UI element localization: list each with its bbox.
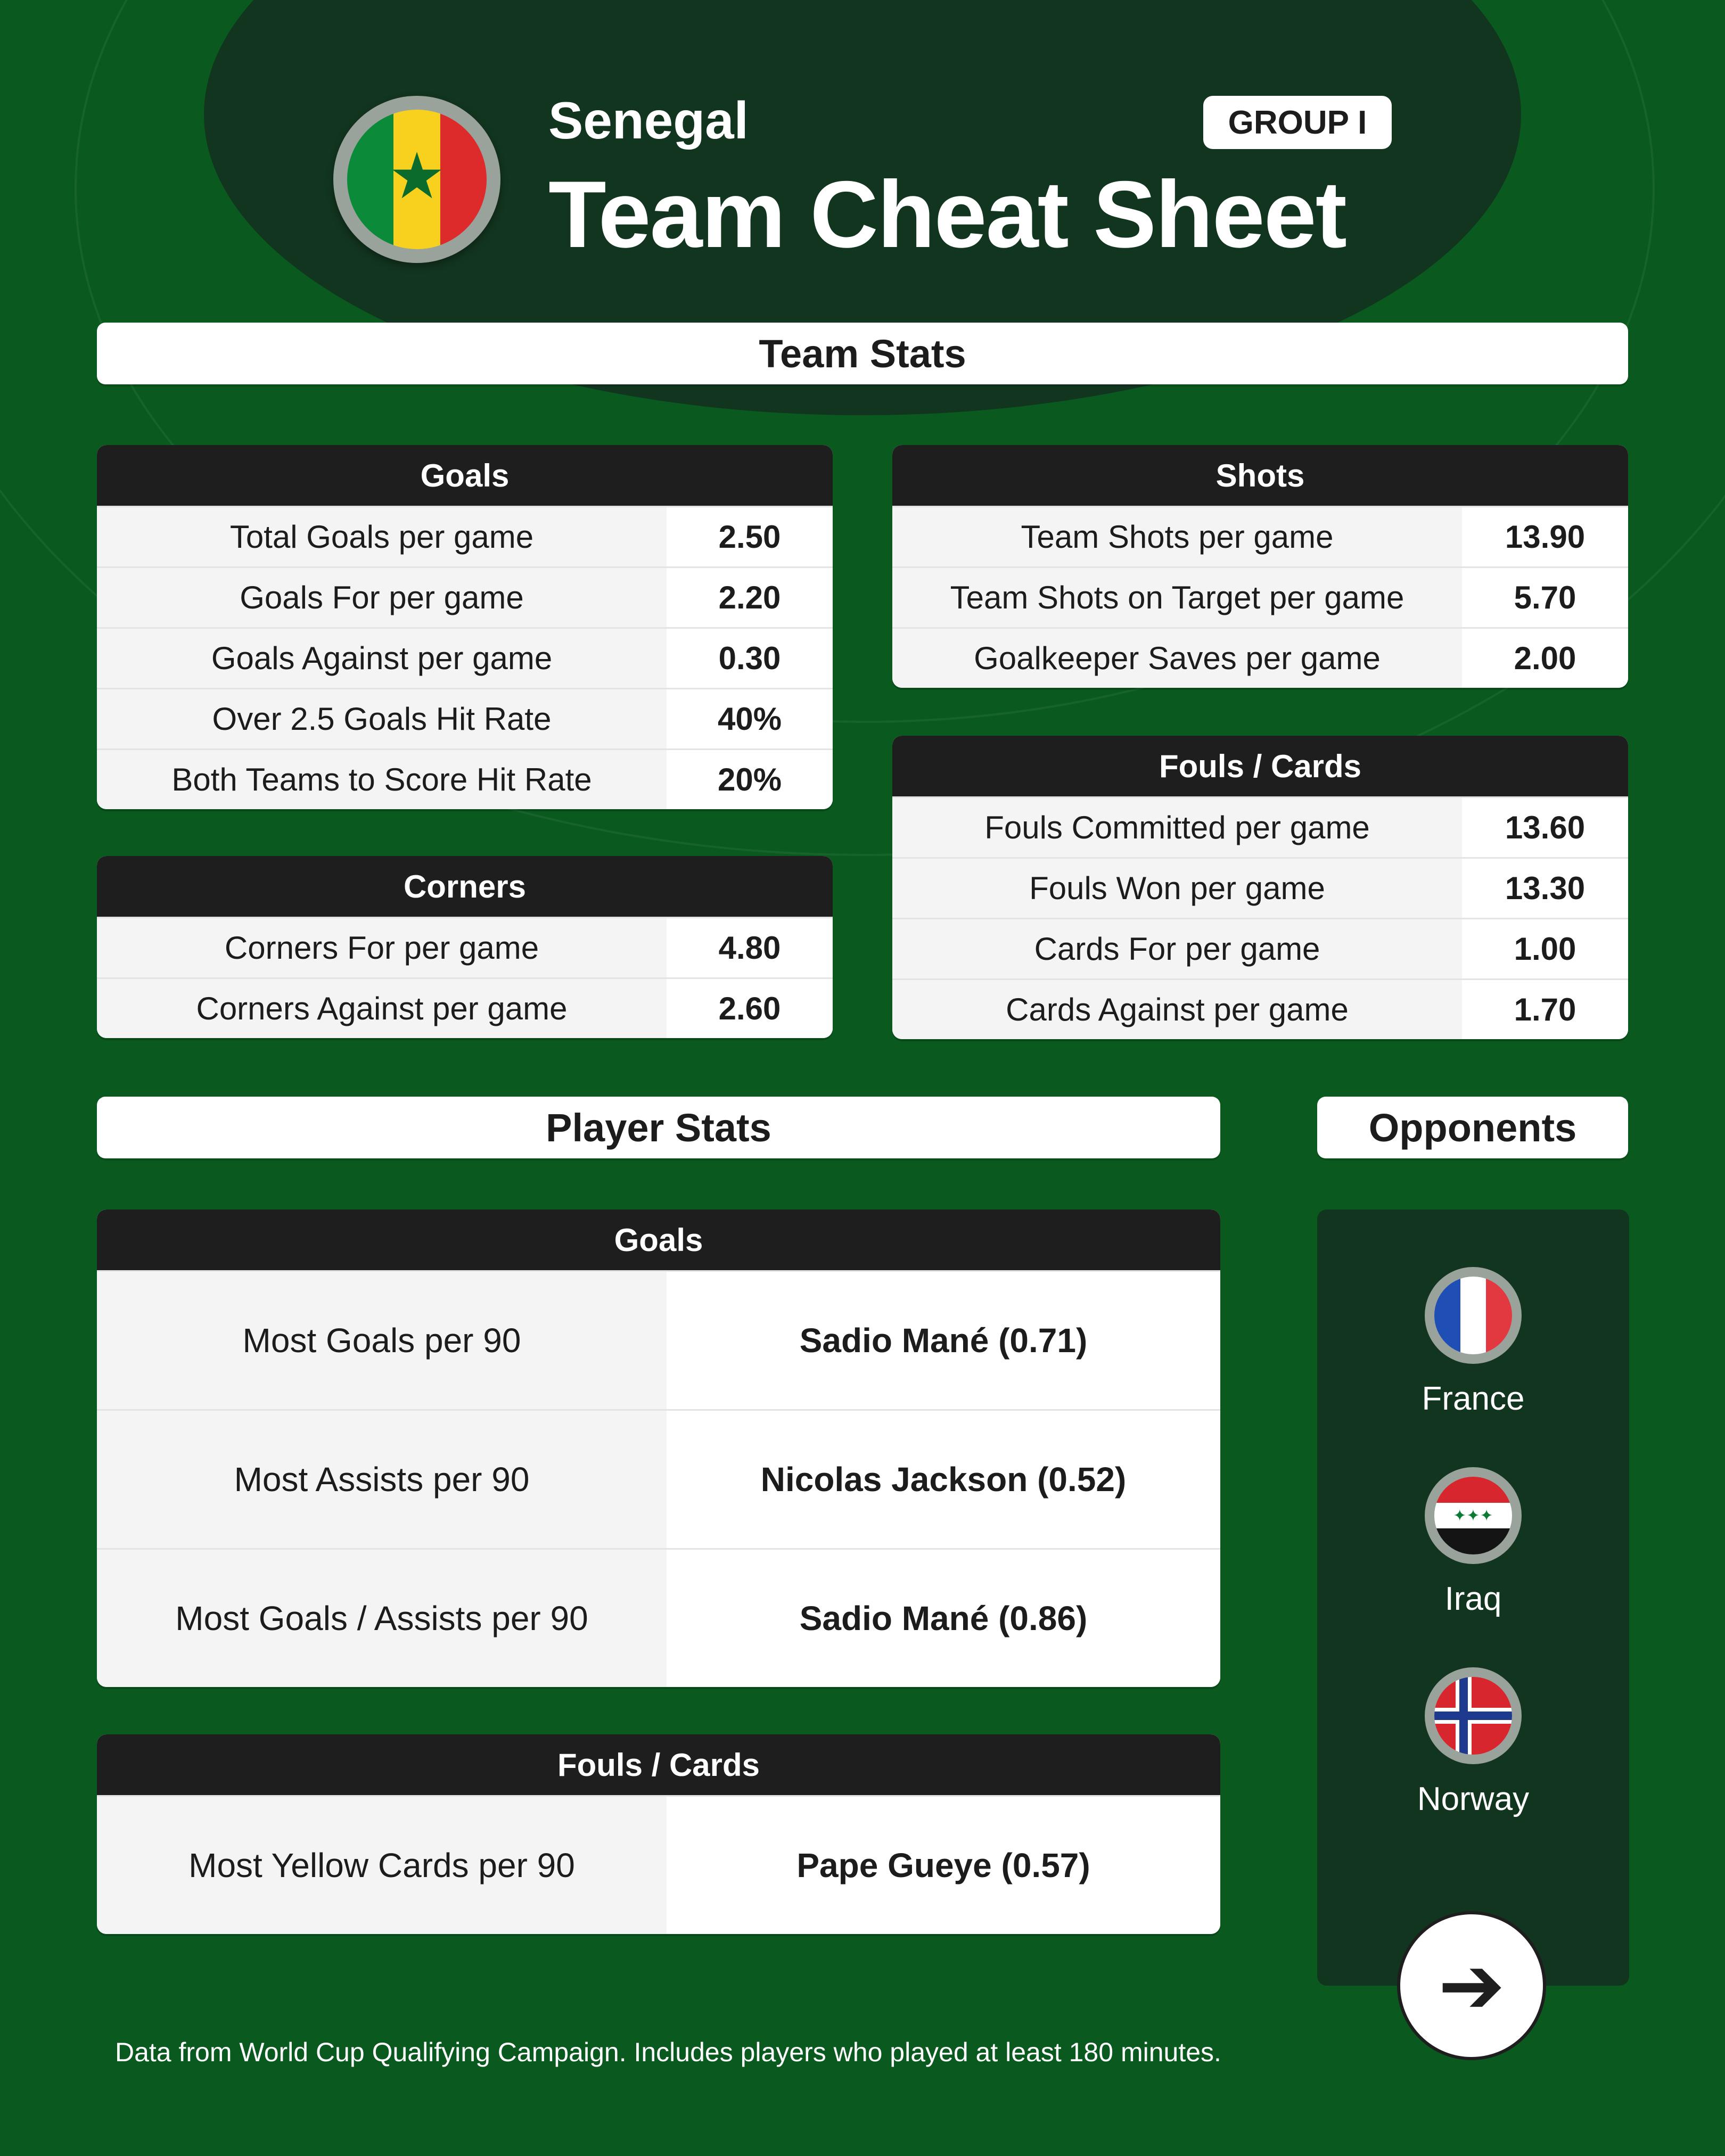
- player-value: Nicolas Jackson (0.52): [667, 1411, 1220, 1548]
- team-shots-card: [892, 445, 1628, 688]
- card-header: Corners: [97, 856, 833, 917]
- player-value: Sadio Mané (0.71): [667, 1272, 1220, 1409]
- player-fouls-card: [97, 1734, 1220, 1934]
- stat-label: Most Goals per 90: [97, 1272, 667, 1409]
- stat-row: [97, 748, 833, 809]
- stat-value: 13.30: [1462, 859, 1628, 918]
- arrow-right-icon[interactable]: ➔: [1397, 1911, 1546, 2060]
- group-badge: GROUP I: [1203, 96, 1392, 149]
- stat-label: Corners Against per game: [97, 979, 667, 1038]
- stat-row: [97, 917, 833, 977]
- stat-value: 0.30: [667, 629, 833, 688]
- player-stat-row: [97, 1409, 1220, 1548]
- norway-flag-icon: [1425, 1667, 1522, 1764]
- player-stat-row: [97, 1795, 1220, 1934]
- stat-value: 2.00: [1462, 629, 1628, 688]
- opponent-iraq[interactable]: [1317, 1467, 1629, 1618]
- stat-label: Team Shots per game: [892, 507, 1462, 566]
- player-value: Sadio Mané (0.86): [667, 1550, 1220, 1687]
- stat-label: Both Teams to Score Hit Rate: [97, 750, 667, 809]
- opponent-france[interactable]: [1317, 1267, 1629, 1418]
- opponent-name: France: [1422, 1380, 1525, 1417]
- stat-label: Fouls Won per game: [892, 859, 1462, 918]
- stat-row: [892, 566, 1628, 627]
- stat-label: Goalkeeper Saves per game: [892, 629, 1462, 688]
- opponent-name: Iraq: [1444, 1581, 1502, 1617]
- stat-row: [892, 857, 1628, 918]
- stat-row: [892, 918, 1628, 978]
- stat-value: 13.60: [1462, 798, 1628, 857]
- footnote: Data from World Cup Qualifying Campaign. Includes players who played at least 180 minutes.: [115, 2037, 1221, 2067]
- stat-value: 1.70: [1462, 980, 1628, 1039]
- stat-row: [892, 796, 1628, 857]
- stat-label: Goals For per game: [97, 568, 667, 627]
- player-value: Pape Gueye (0.57): [667, 1797, 1220, 1934]
- card-header: Fouls / Cards: [97, 1734, 1220, 1795]
- stat-label: Most Assists per 90: [97, 1411, 667, 1548]
- stat-row: [97, 977, 833, 1038]
- stat-row: [97, 506, 833, 566]
- card-header: Shots: [892, 445, 1628, 506]
- stat-value: 1.00: [1462, 919, 1628, 978]
- player-goals-card: [97, 1209, 1220, 1687]
- page-title: Team Cheat Sheet: [548, 161, 1346, 267]
- france-flag-icon: [1425, 1267, 1522, 1364]
- stat-row: [97, 688, 833, 748]
- star-icon: ★: [388, 141, 446, 212]
- stat-label: Team Shots on Target per game: [892, 568, 1462, 627]
- stat-value: 2.60: [667, 979, 833, 1038]
- player-stats-heading: Player Stats: [97, 1097, 1220, 1158]
- stat-label: Corners For per game: [97, 918, 667, 977]
- card-header: Goals: [97, 1209, 1220, 1270]
- stat-row: [97, 566, 833, 627]
- team-fouls-card: [892, 736, 1628, 1039]
- senegal-flag-icon: [333, 96, 500, 263]
- stat-row: [892, 978, 1628, 1039]
- stat-row: [97, 627, 833, 688]
- player-stat-row: [97, 1270, 1220, 1409]
- stat-value: 4.80: [667, 918, 833, 977]
- stat-label: Total Goals per game: [97, 507, 667, 566]
- stat-label: Cards For per game: [892, 919, 1462, 978]
- stat-label: Most Goals / Assists per 90: [97, 1550, 667, 1687]
- opponents-heading: Opponents: [1317, 1097, 1628, 1158]
- stat-value: 5.70: [1462, 568, 1628, 627]
- stat-label: Over 2.5 Goals Hit Rate: [97, 689, 667, 748]
- team-name: Senegal: [548, 91, 749, 150]
- card-header: Goals: [97, 445, 833, 506]
- stat-value: 2.50: [667, 507, 833, 566]
- stat-value: 13.90: [1462, 507, 1628, 566]
- opponent-norway[interactable]: [1317, 1667, 1629, 1818]
- team-corners-card: [97, 856, 833, 1038]
- stat-value: 2.20: [667, 568, 833, 627]
- stat-value: 40%: [667, 689, 833, 748]
- stat-label: Fouls Committed per game: [892, 798, 1462, 857]
- player-stat-row: [97, 1548, 1220, 1687]
- stat-label: Cards Against per game: [892, 980, 1462, 1039]
- stat-row: [892, 627, 1628, 688]
- opponents-panel: [1317, 1209, 1629, 1986]
- team-stats-heading: Team Stats: [97, 323, 1628, 384]
- stat-label: Goals Against per game: [97, 629, 667, 688]
- team-goals-card: [97, 445, 833, 809]
- iraq-flag-icon: ✦✦✦: [1425, 1467, 1522, 1564]
- opponent-name: Norway: [1417, 1781, 1530, 1817]
- stat-label: Most Yellow Cards per 90: [97, 1797, 667, 1934]
- stat-value: 20%: [667, 750, 833, 809]
- stat-row: [892, 506, 1628, 566]
- card-header: Fouls / Cards: [892, 736, 1628, 796]
